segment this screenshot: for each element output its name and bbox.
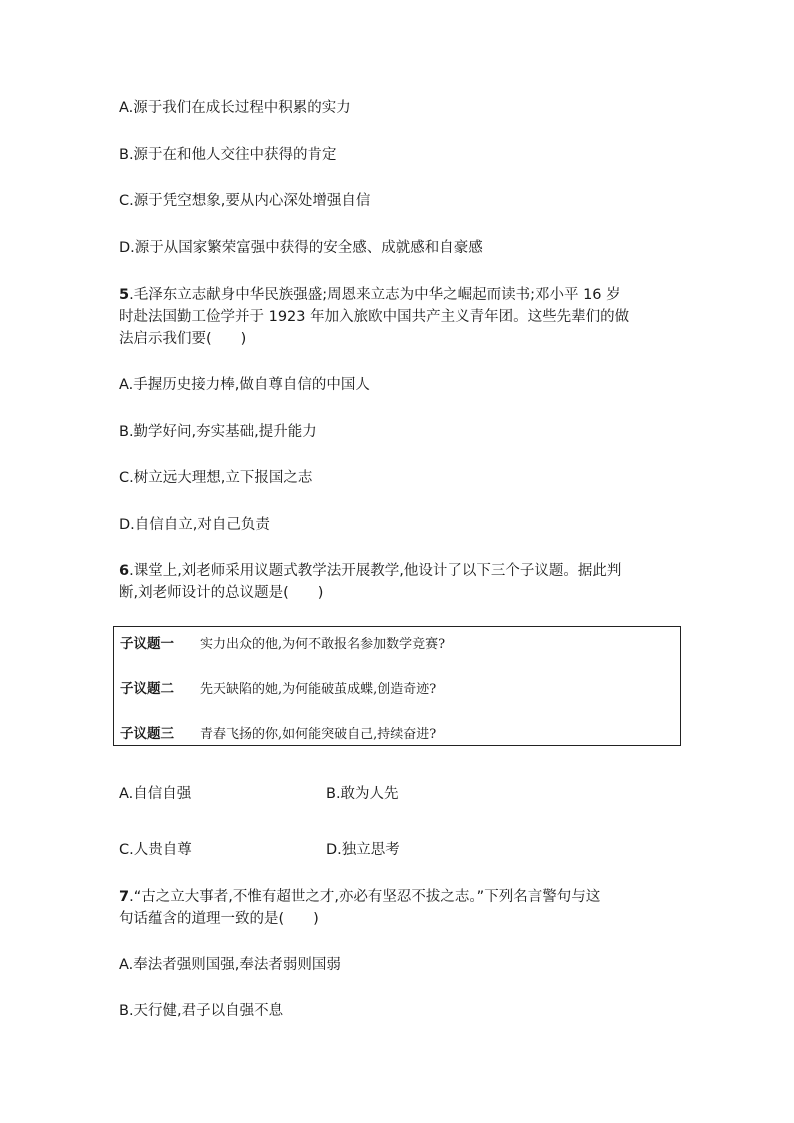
q4-option-d: D.源于从国家繁荣富强中获得的安全感、成就感和自豪感 <box>119 240 483 256</box>
sub-topic-3-text: 青春飞扬的你,如何能突破自己,持续奋进? <box>200 727 437 742</box>
q5-option-d: D.自信自立,对自己负责 <box>119 517 270 533</box>
q7-number: 7 <box>119 889 130 905</box>
q4-option-a: A.源于我们在成长过程中积累的实力 <box>119 100 351 116</box>
q7-option-b: B.天行健,君子以自强不息 <box>119 1003 284 1019</box>
sub-topics-box <box>113 626 681 746</box>
q6-option-a: A.自信自强 <box>119 786 192 802</box>
sub-topic-1 <box>120 635 445 654</box>
q6-stem-line-1: 6.课堂上,刘老师采用议题式教学法开展教学,他设计了以下三个子议题。据此判 <box>119 563 622 579</box>
q7-stem-line-2: 句话蕴含的道理一致的是( ) <box>119 911 319 927</box>
q5-option-c: C.树立远大理想,立下报国之志 <box>119 470 313 486</box>
q7-option-a: A.奉法者强则国强,奉法者弱则国弱 <box>119 957 341 973</box>
q6-number: 6 <box>119 563 130 579</box>
q6-option-c: C.人贵自尊 <box>119 842 192 858</box>
sub-topic-1-text: 实力出众的他,为何不敢报名参加数学竞赛? <box>200 637 446 652</box>
q6-option-b: B.敢为人先 <box>326 786 399 802</box>
q5-number: 5 <box>119 287 130 303</box>
sub-topic-3-tag: 子议题三 <box>120 726 174 742</box>
q5-stem-line-3: 法启示我们要( ) <box>119 331 247 347</box>
q5-stem-line-1: 5.毛泽东立志献身中华民族强盛;周恩来立志为中华之崛起而读书;邓小平 16 岁 <box>119 287 621 303</box>
q5-option-a: A.手握历史接力棒,做自尊自信的中国人 <box>119 377 370 393</box>
q5-stem-line-2: 时赴法国勤工俭学并于 1923 年加入旅欧中国共产主义青年团。这些先辈们的做 <box>119 309 630 325</box>
q6-stem-line-2: 断,刘老师设计的总议题是( ) <box>119 585 324 601</box>
sub-topic-3 <box>120 725 436 744</box>
sub-topic-2-text: 先天缺陷的她,为何能破茧成蝶,创造奇迹? <box>200 682 437 697</box>
sub-topic-2-tag: 子议题二 <box>120 681 174 697</box>
q4-option-b: B.源于在和他人交往中获得的肯定 <box>119 147 337 163</box>
q4-option-c: C.源于凭空想象,要从内心深处增强自信 <box>119 193 371 209</box>
sub-topic-1-tag: 子议题一 <box>120 636 174 652</box>
q7-stem-line-1: 7.“古之立大事者,不惟有超世之才,亦必有坚忍不拔之志。”下列名言警句与这 <box>119 889 601 905</box>
q5-option-b: B.勤学好问,夯实基础,提升能力 <box>119 424 317 440</box>
sub-topic-2 <box>120 680 436 699</box>
q6-option-d: D.独立思考 <box>326 842 400 858</box>
